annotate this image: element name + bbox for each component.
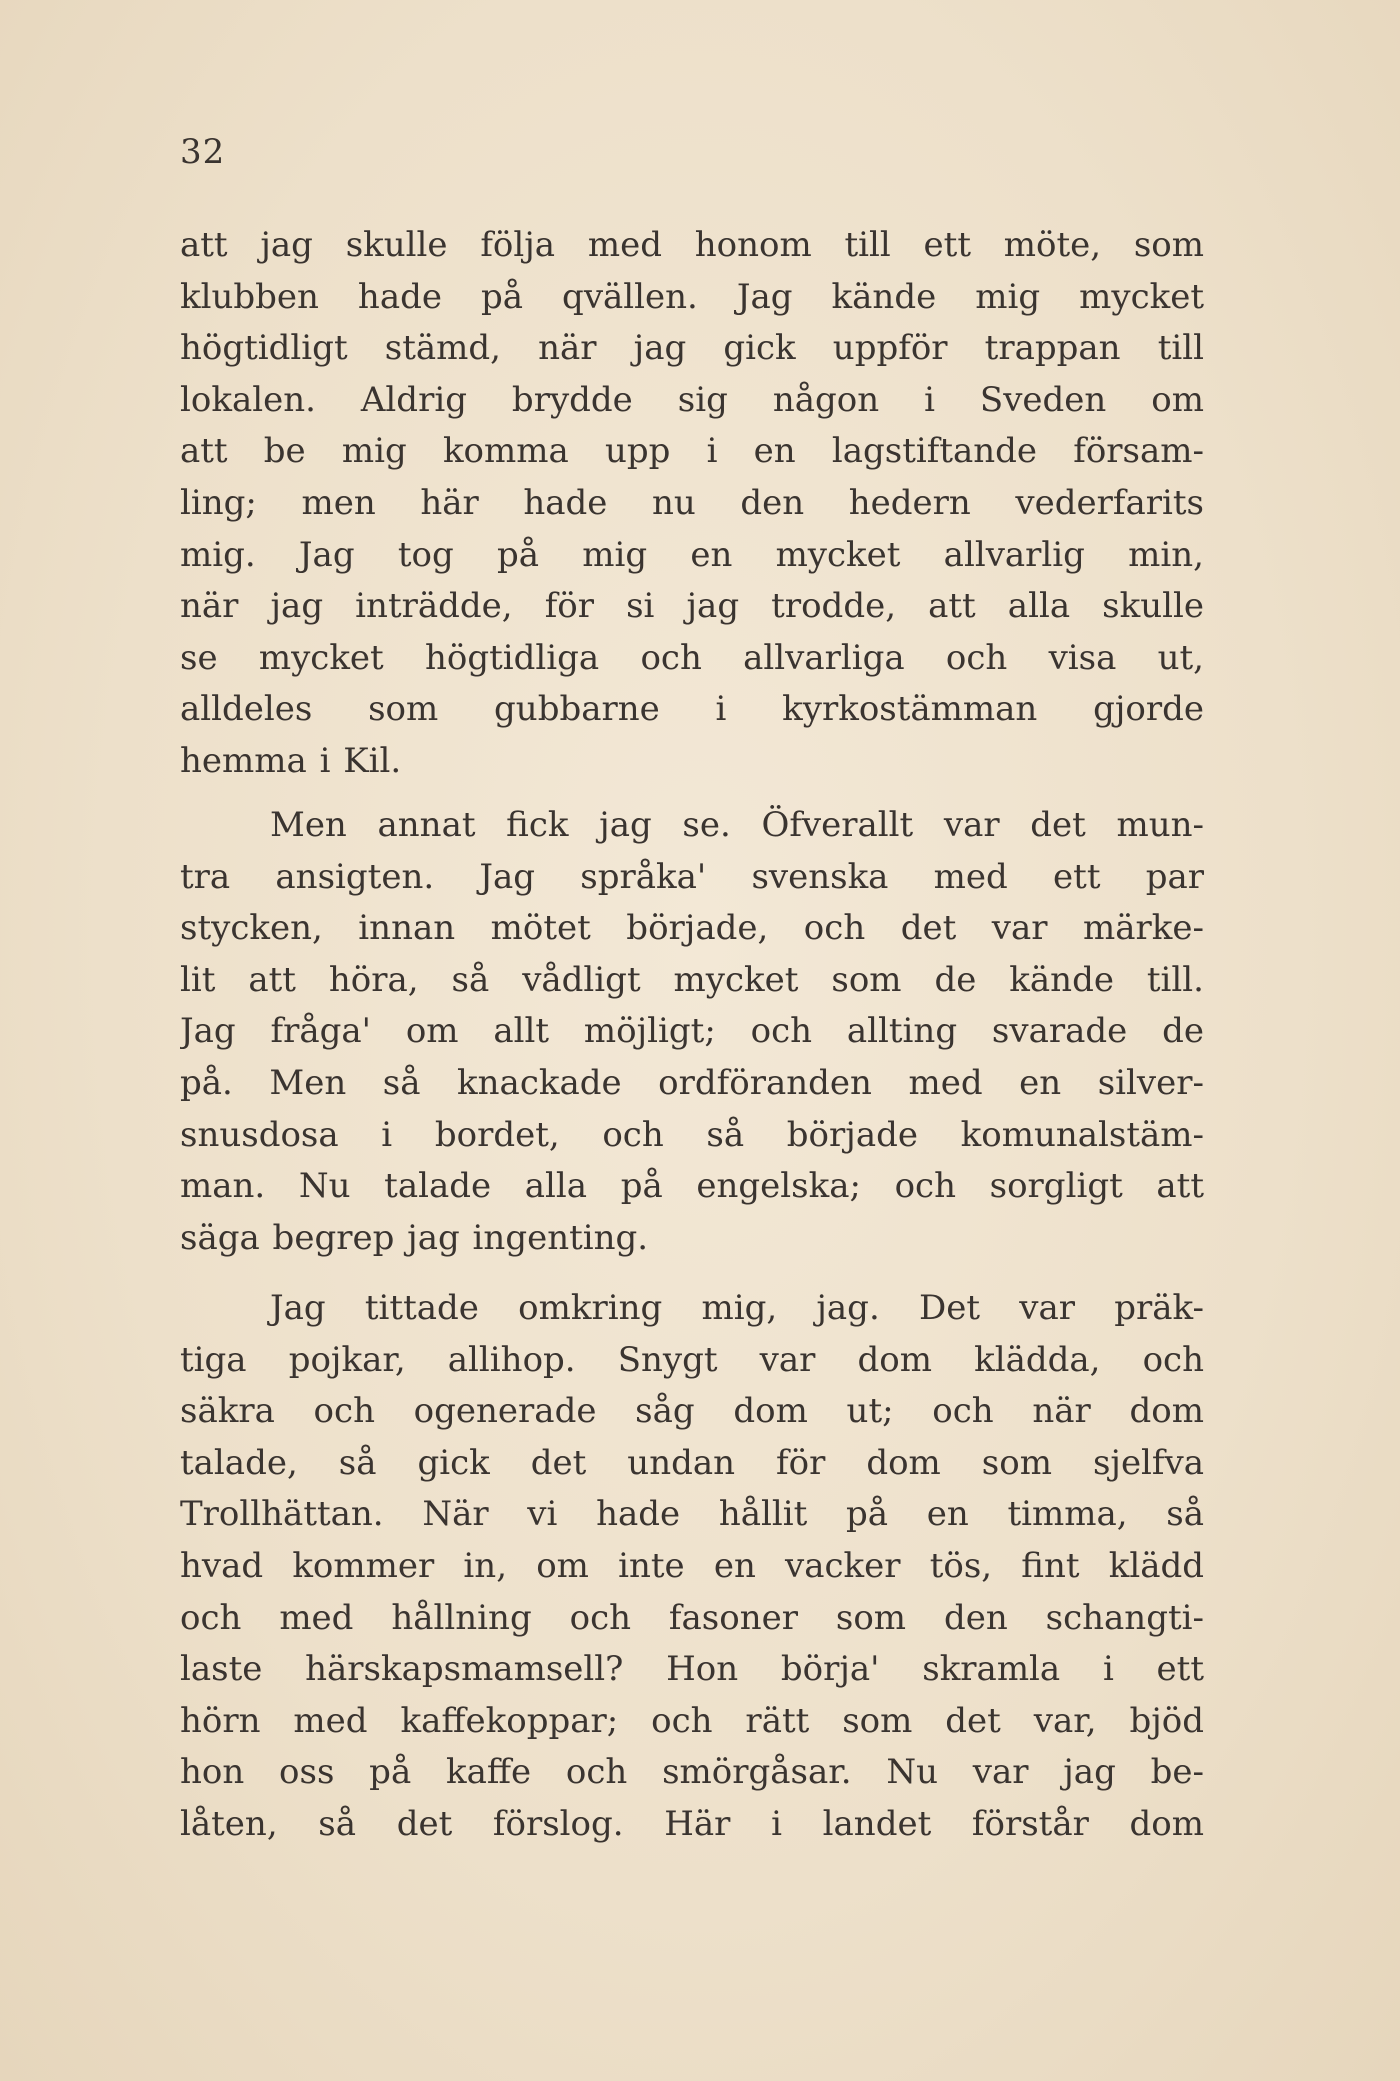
text-line: och med hållning och fasoner som den schangti- — [180, 1597, 1204, 1638]
text-line: ling; men här hade nu den hedern vederfarits — [180, 482, 1204, 523]
text-line: Jag fråga' om allt möjligt; och allting svarade de — [180, 1011, 1204, 1052]
text-line: alldeles som gubbarne i kyrkostämman gjorde — [180, 689, 1204, 730]
text-line: hemma i Kil. — [180, 740, 402, 781]
text-line: högtidligt stämd, när jag gick uppför trappan till — [180, 328, 1204, 369]
text-line: klubben hade på qvällen. Jag kände mig mycket — [180, 276, 1204, 317]
page-number: 32 — [180, 132, 226, 172]
text-line: säga begrep jag ingenting. — [180, 1217, 649, 1258]
text-line: tra ansigten. Jag språka' svenska med ett par — [180, 856, 1204, 897]
text-line: laste härskapsmamsell? Hon börja' skramla i ett — [180, 1649, 1204, 1690]
text-line: att jag skulle följa med honom till ett möte, som — [180, 225, 1204, 265]
paragraph-1 — [180, 220, 1204, 788]
text-line: se mycket högtidliga och allvarliga och visa ut, — [180, 637, 1204, 678]
text-line: stycken, innan mötet började, och det var märke- — [180, 908, 1204, 949]
text-line: talade, så gick det undan för dom som sjelfva — [180, 1442, 1204, 1483]
text-line: hvad kommer in, om inte en vacker tös, fint klädd — [180, 1545, 1204, 1586]
text-line: på. Men så knackade ordföranden med en silver- — [180, 1062, 1204, 1103]
text-line: lit att höra, så vådligt mycket som de kände till. — [180, 959, 1204, 1000]
text-line: när jag inträdde, för si jag trodde, att alla skulle — [180, 586, 1204, 627]
text-line: mig. Jag tog på mig en mycket allvarlig min, — [180, 534, 1204, 575]
paragraph-2 — [180, 800, 1204, 1264]
text-line: hörn med kaffekoppar; och rätt som det var, bjöd — [180, 1700, 1204, 1741]
text-line: säkra och ogenerade såg dom ut; och när dom — [180, 1391, 1204, 1432]
text-line: Men annat fick jag se. Öfverallt var det mun- — [270, 805, 1204, 845]
text-line: man. Nu talade alla på engelska; och sorgligt att — [180, 1166, 1204, 1207]
text-line: snusdosa i bordet, och så började komunalstäm- — [180, 1114, 1204, 1155]
text-line: Trollhättan. När vi hade hållit på en timma, så — [180, 1494, 1204, 1535]
text-line: hon oss på kaffe och smörgåsar. Nu var jag be- — [180, 1752, 1204, 1793]
text-line: lokalen. Aldrig brydde sig någon i Sveden om — [180, 379, 1204, 420]
text-line: tiga pojkar, allihop. Snygt var dom klädda, och — [180, 1339, 1204, 1380]
paragraph-3 — [180, 1283, 1204, 1851]
text-line: låten, så det förslog. Här i landet förstår dom — [180, 1803, 1204, 1844]
text-line: Jag tittade omkring mig, jag. Det var präk- — [270, 1288, 1204, 1328]
text-line: att be mig komma upp i en lagstiftande försam- — [180, 431, 1204, 472]
